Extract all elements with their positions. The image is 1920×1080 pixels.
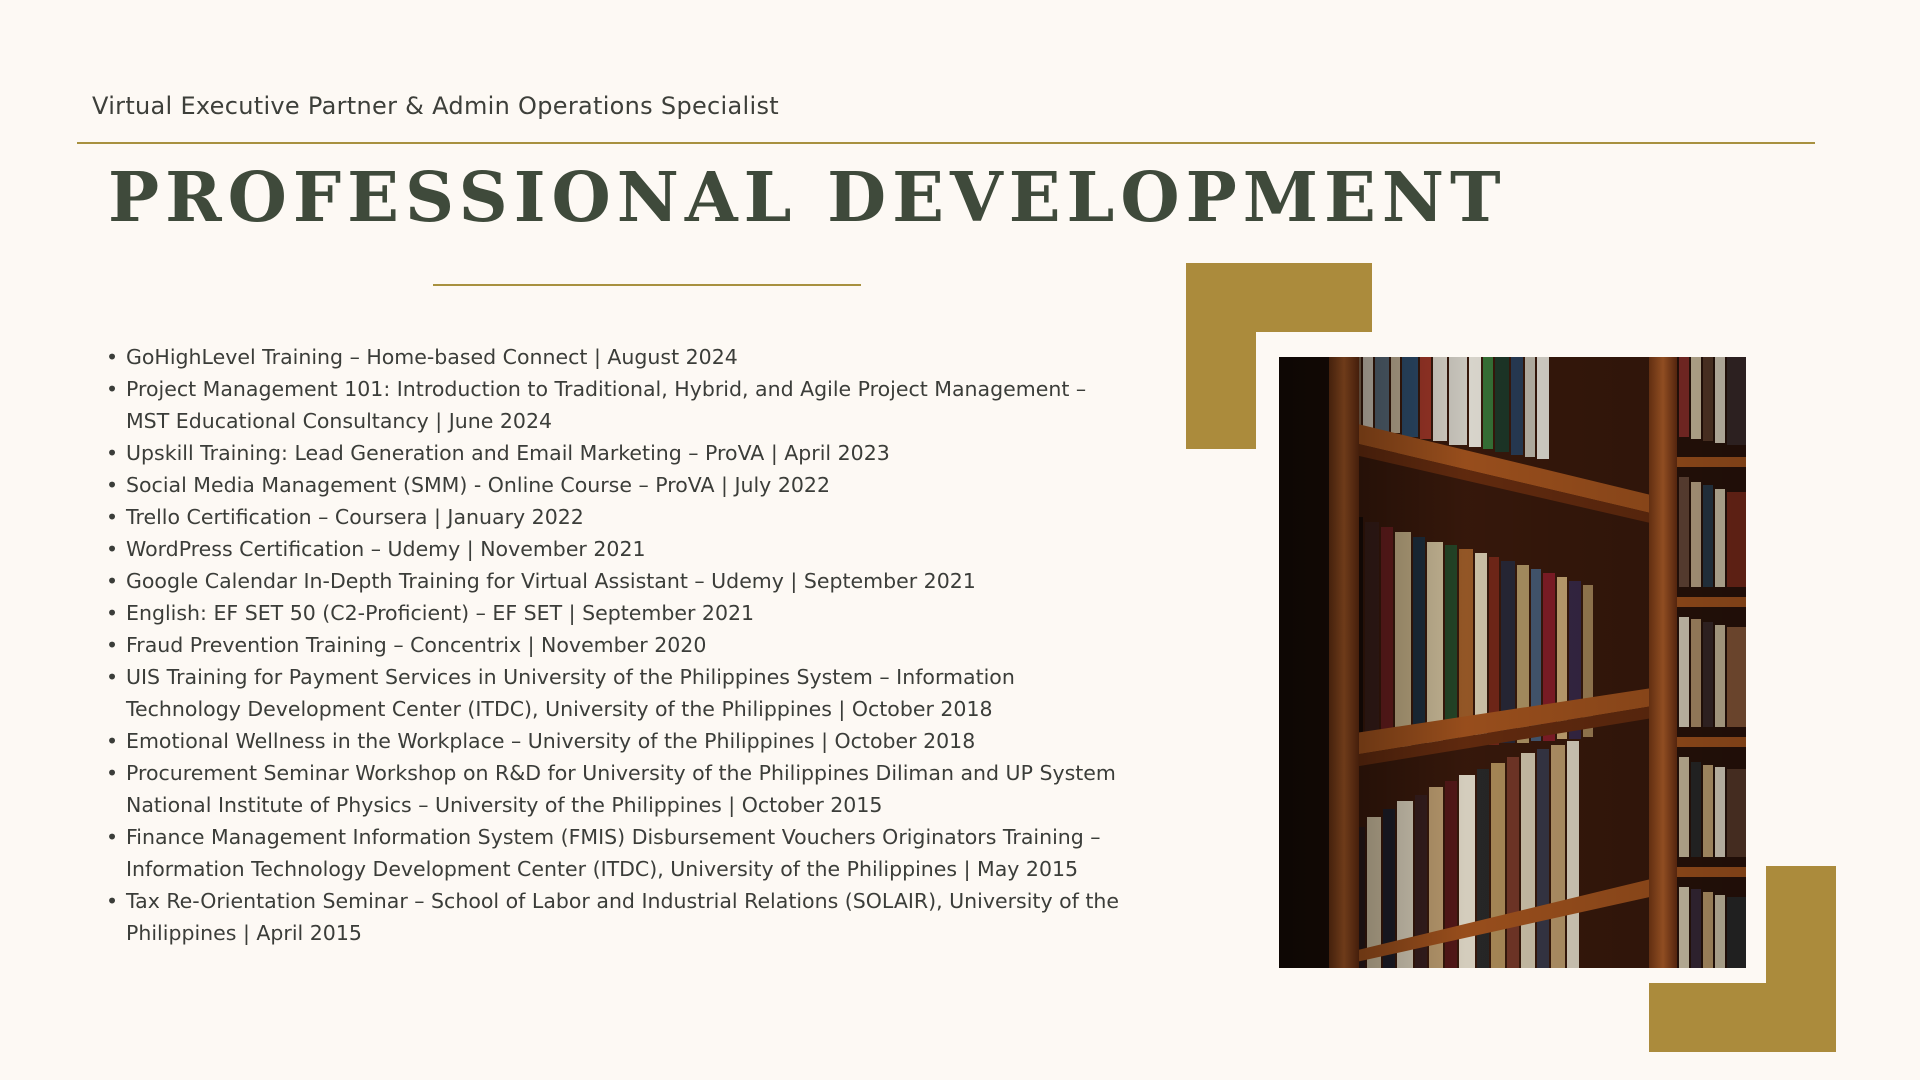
bullet-icon: • (106, 729, 119, 753)
bullet-icon: • (106, 537, 119, 561)
gold-frame-corner-top-left-vertical (1186, 263, 1256, 449)
list-item-text: Project Management 101: Introduction to Traditional, Hybrid, and Agile Project Management – MST Educational Consultancy | June 2024 (126, 377, 1087, 433)
list-item (102, 565, 1122, 597)
list-item (102, 373, 1122, 437)
list-item (102, 501, 1122, 533)
list-item-text: Procurement Seminar Workshop on R&D for University of the Philippines Diliman and UP System National Institute of Physics – University of the Philippines | October 2015 (126, 761, 1116, 817)
list-item-text: Finance Management Information System (FMIS) Disbursement Vouchers Originators Training – Information Technology Development Center (ITDC), University of the Philippines | May 2015 (126, 825, 1101, 881)
bookshelf-photo (1279, 357, 1746, 968)
bullet-icon: • (106, 889, 119, 913)
list-item-text: WordPress Certification – Udemy | November 2021 (126, 537, 646, 561)
bullet-icon: • (106, 569, 119, 593)
bullet-icon: • (106, 633, 119, 657)
bullet-icon: • (106, 825, 119, 849)
training-list (102, 341, 1122, 949)
list-item-text: Tax Re-Orientation Seminar – School of Labor and Industrial Relations (SOLAIR), University of the Philippines | April 2015 (126, 889, 1120, 945)
list-item-text: Trello Certification – Coursera | January 2022 (126, 505, 584, 529)
list-item-text: Emotional Wellness in the Workplace – University of the Philippines | October 2018 (126, 729, 976, 753)
list-item-text: GoHighLevel Training – Home-based Connect | August 2024 (126, 345, 738, 369)
list-item-text: UIS Training for Payment Services in University of the Philippines System – Information Technology Development Center (ITDC), University of the Philippines | October 2018 (126, 665, 1015, 721)
bookshelf-illustration (1279, 357, 1746, 968)
list-item-text: Fraud Prevention Training – Concentrix | November 2020 (126, 633, 707, 657)
list-item (102, 341, 1122, 373)
list-item (102, 885, 1122, 949)
page-title: PROFESSIONAL DEVELOPMENT (108, 158, 1507, 238)
bullet-icon: • (106, 345, 119, 369)
list-item (102, 661, 1122, 725)
title-underline (433, 284, 861, 286)
list-item (102, 629, 1122, 661)
list-item-text: Social Media Management (SMM) - Online Course – ProVA | July 2022 (126, 473, 830, 497)
bullet-icon: • (106, 761, 119, 785)
list-item-text: English: EF SET 50 (C2-Proficient) – EF SET | September 2021 (126, 601, 755, 625)
list-item (102, 597, 1122, 629)
bullet-icon: • (106, 601, 119, 625)
list-item (102, 469, 1122, 501)
bullet-icon: • (106, 441, 119, 465)
gold-frame-corner-bottom-right-vertical (1766, 866, 1836, 1052)
bullet-icon: • (106, 505, 119, 529)
list-item (102, 437, 1122, 469)
bullet-icon: • (106, 377, 119, 401)
list-item (102, 757, 1122, 821)
list-item (102, 821, 1122, 885)
subtitle: Virtual Executive Partner & Admin Operations Specialist (92, 92, 779, 120)
list-item-text: Google Calendar In-Depth Training for Virtual Assistant – Udemy | September 2021 (126, 569, 976, 593)
list-item (102, 725, 1122, 757)
list-item (102, 533, 1122, 565)
list-item-text: Upskill Training: Lead Generation and Email Marketing – ProVA | April 2023 (126, 441, 890, 465)
top-divider (77, 142, 1815, 144)
bullet-icon: • (106, 665, 119, 689)
bullet-icon: • (106, 473, 119, 497)
